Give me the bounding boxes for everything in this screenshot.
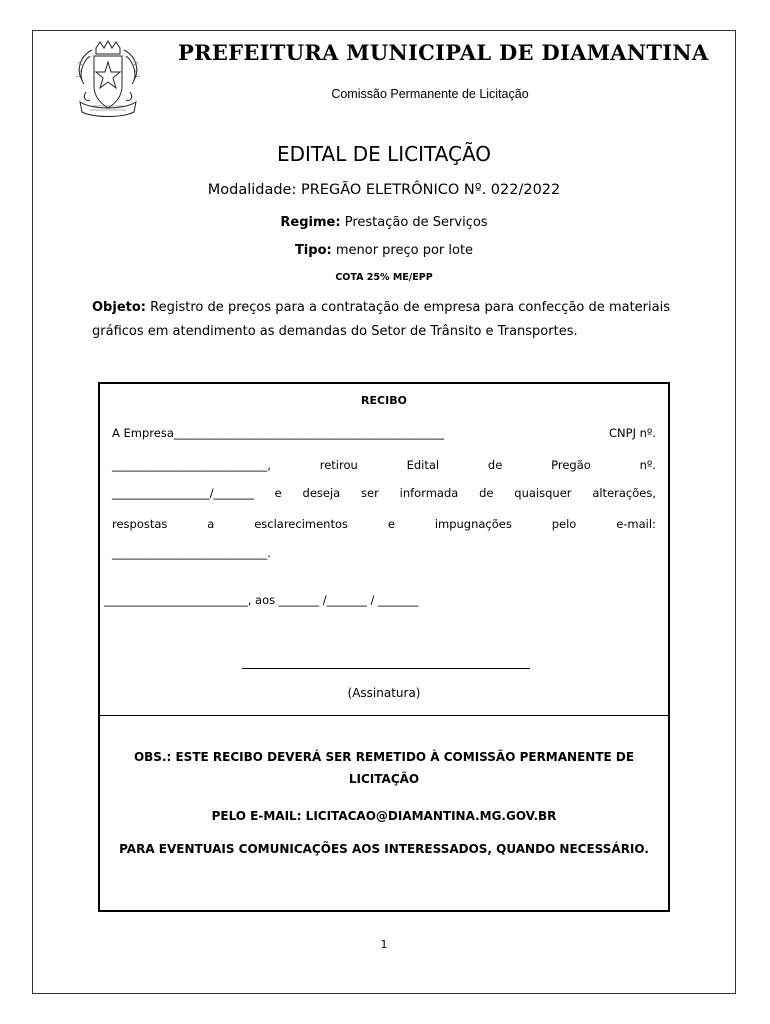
recibo-title: RECIBO [361, 394, 407, 407]
recibo-word: ___________________________, [112, 458, 271, 472]
cota-line: COTA 25% ME/EPP [335, 272, 433, 283]
recibo-word: CNPJ nº. [609, 426, 656, 440]
recibo-line-retirou [112, 458, 656, 472]
signature-label: (Assinatura) [347, 686, 421, 700]
recibo-word: e [387, 517, 395, 531]
recibo-word: quaisquer [514, 486, 572, 500]
page-number: 1 [380, 938, 388, 951]
signature-line [242, 668, 530, 669]
recibo-word: informada [399, 486, 459, 500]
recibo-word: de [479, 486, 494, 500]
recibo-word: de [487, 458, 503, 472]
tipo-label: Tipo: [294, 243, 332, 258]
recibo-line-empresa [112, 426, 656, 440]
recibo-word: a [207, 517, 215, 531]
obs-note: OBS.: ESTE RECIBO DEVERÁ SER REMETIDO À COMISSÃO PERMANENTE DE LICITAÇÃO [133, 750, 635, 786]
recibo-word: Edital [406, 458, 440, 472]
regime-value: Prestação de Serviços [340, 215, 488, 230]
recibo-word: e-mail: [616, 517, 656, 531]
regime-label: Regime: [280, 215, 341, 230]
recibo-divider [98, 715, 670, 716]
date-line: _________________________, aos _______ /_______ / _______ [104, 593, 419, 607]
recibo-word: retirou [319, 458, 358, 472]
recibo-word: A Empresa_______________________________________________ [112, 426, 445, 440]
objeto-paragraph [92, 296, 670, 344]
obs-email: PELO E-MAIL: LICITACAO@DIAMANTINA.MG.GOV.BR [211, 809, 557, 823]
recibo-line-alteracoes [112, 486, 656, 500]
recibo-word: ser [361, 486, 379, 500]
recibo-word: _________________/_______ [112, 486, 254, 500]
tipo-line [32, 243, 736, 258]
objeto-text: Registro de preços para a contratação de empresa para confecção de materiais gráficos em atendimento as demandas do Setor de Trânsito e Transportes. [92, 300, 670, 339]
municipal-coat-of-arms-icon [72, 40, 144, 120]
obs-communications: PARA EVENTUAIS COMUNICAÇÕES AOS INTERESSADOS, QUANDO NECESSÁRIO. [119, 842, 649, 856]
recibo-word: alterações, [592, 486, 656, 500]
regime-line [32, 215, 736, 230]
recibo-word: pelo [551, 517, 577, 531]
municipality-title: PREFEITURA MUNICIPAL DE DIAMANTINA [178, 40, 709, 65]
recibo-word: Pregão [551, 458, 591, 472]
document-title: EDITAL DE LICITAÇÃO [276, 142, 492, 166]
recibo-line-email-blank: ___________________________. [112, 546, 271, 560]
recibo-word: respostas [112, 517, 168, 531]
modalidade-line: Modalidade: PREGÃO ELETRÔNICO Nº. 022/2022 [207, 182, 561, 198]
recibo-word: impugnações [434, 517, 512, 531]
commission-subtitle: Comissão Permanente de Licitação [331, 87, 529, 101]
recibo-word: nº. [639, 458, 656, 472]
recibo-line-email [112, 517, 656, 531]
tipo-value: menor preço por lote [331, 243, 474, 258]
objeto-label: Objeto: [92, 300, 146, 315]
recibo-word: e [274, 486, 282, 500]
recibo-word: deseja [302, 486, 341, 500]
recibo-word: esclarecimentos [254, 517, 349, 531]
